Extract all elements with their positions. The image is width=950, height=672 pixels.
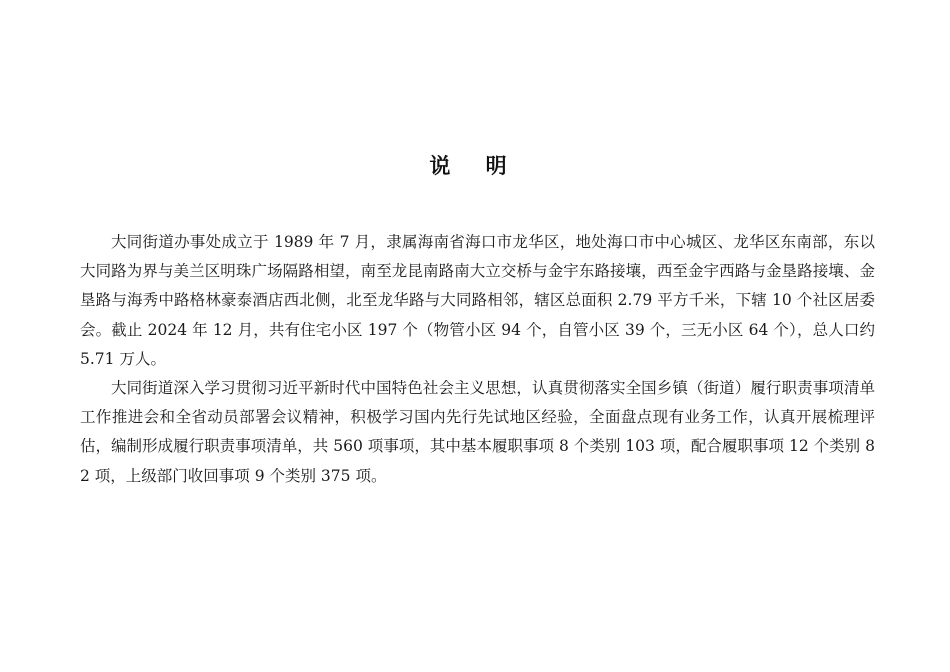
document-body <box>80 228 875 491</box>
paragraph-duty-list: 大同街道深入学习贯彻习近平新时代中国特色社会主义思想，认真贯彻落实全国乡镇（街道）履行职责事项清单工作推进会和全省动员部署会议精神，积极学习国内先行先试地区经验，全面盘点现有业务工作，认真开展梳理评估，编制形成履行职责事项清单，共 560 项事项，其中基本履职事项 8 个类别 103 项，配合履职事项 12 个类别 82 项，上级部门收回事项 9 个类别 375 项。 <box>80 379 875 485</box>
document-title: 说 明 <box>429 153 521 178</box>
paragraph-overview: 大同街道办事处成立于 1989 年 7 月，隶属海南省海口市龙华区，地处海口市中心城区、龙华区东南部，东以大同路为界与美兰区明珠广场隔路相望，南至龙昆南路南大立交桥与金宇东路接壤，西至金宇西路与金垦路接壤、金垦路与海秀中路格林豪泰酒店西北侧，北至龙华路与大同路相邻，辖区总面积 2.79 平方千米，下辖 10 个社区居委会。截止 2024 年 12 月，共有住宅小区 197 个（物管小区 94 个，自管小区 39 个，三无小区 64 个），总人口约 5.71 万人。 <box>80 233 875 368</box>
